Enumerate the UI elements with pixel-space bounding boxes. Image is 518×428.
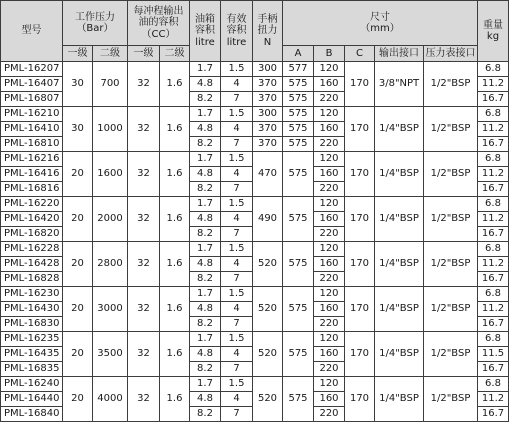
handle-force-cell: 520 (253, 377, 283, 422)
weight-cell: 11.2 (478, 77, 509, 92)
weight-cell: 6.8 (478, 377, 509, 392)
pressure-stage1-cell: 20 (63, 377, 93, 422)
outlet-port-cell: 1/4"BSP (375, 242, 424, 287)
header-dim-c: C (345, 46, 375, 62)
pressure-stage2-cell: 3500 (93, 332, 128, 377)
tank-capacity-cell: 8.2 (190, 227, 221, 242)
tank-capacity-cell: 1.7 (190, 242, 221, 257)
weight-cell: 11.2 (478, 122, 509, 137)
header-volume-stage1: 一级 (128, 46, 160, 62)
header-tank-capacity: 油箱 容积 litre (190, 1, 221, 62)
dim-a-cell: 575 (283, 332, 314, 377)
gauge-port-cell: 1/2"BSP (424, 287, 478, 332)
model-cell: PML-16830 (1, 317, 63, 332)
weight-cell: 16.7 (478, 137, 509, 152)
handle-force-cell: 470 (253, 152, 283, 197)
model-cell: PML-16416 (1, 167, 63, 182)
effective-capacity-cell: 4 (221, 302, 253, 317)
pressure-stage2-cell: 2000 (93, 197, 128, 242)
pressure-stage1-cell: 20 (63, 287, 93, 332)
header-dim-a: A (283, 46, 314, 62)
weight-cell: 6.8 (478, 62, 509, 77)
effective-capacity-cell: 1.5 (221, 107, 253, 122)
outlet-port-cell: 1/4"BSP (375, 107, 424, 152)
tank-capacity-cell: 4.8 (190, 347, 221, 362)
weight-cell: 6.8 (478, 197, 509, 212)
handle-force-cell: 370 (253, 137, 283, 152)
table-row (1, 152, 509, 167)
volume-stage2-cell: 1.6 (160, 287, 190, 332)
effective-capacity-cell: 1.5 (221, 377, 253, 392)
effective-capacity-cell: 7 (221, 182, 253, 197)
handle-force-cell: 370 (253, 122, 283, 137)
header-model: 型号 (1, 1, 63, 62)
header-volume-stage2: 二级 (160, 46, 190, 62)
effective-capacity-cell: 1.5 (221, 242, 253, 257)
tank-capacity-cell: 1.7 (190, 197, 221, 212)
volume-stage2-cell: 1.6 (160, 377, 190, 422)
model-cell: PML-16820 (1, 227, 63, 242)
tank-capacity-cell: 4.8 (190, 392, 221, 407)
dim-b-cell: 220 (314, 92, 345, 107)
outlet-port-cell: 1/4"BSP (375, 197, 424, 242)
gauge-port-cell: 1/2"BSP (424, 242, 478, 287)
tank-capacity-cell: 8.2 (190, 407, 221, 422)
dim-b-cell: 120 (314, 197, 345, 212)
dim-a-cell: 577 (283, 62, 314, 77)
weight-cell: 11.5 (478, 347, 509, 362)
volume-stage1-cell: 32 (128, 377, 160, 422)
outlet-port-cell: 3/8"NPT (375, 62, 424, 107)
volume-stage1-cell: 32 (128, 332, 160, 377)
model-cell: PML-16407 (1, 77, 63, 92)
effective-capacity-cell: 1.5 (221, 197, 253, 212)
dim-c-cell: 170 (345, 152, 375, 197)
dim-c-cell: 170 (345, 197, 375, 242)
model-cell: PML-16410 (1, 122, 63, 137)
model-cell: PML-16835 (1, 362, 63, 377)
weight-cell: 6.8 (478, 242, 509, 257)
dim-a-cell: 575 (283, 287, 314, 332)
tank-capacity-cell: 1.7 (190, 62, 221, 77)
tank-capacity-cell: 8.2 (190, 92, 221, 107)
tank-capacity-cell: 4.8 (190, 122, 221, 137)
tank-capacity-cell: 4.8 (190, 212, 221, 227)
dim-c-cell: 170 (345, 62, 375, 107)
tank-capacity-cell: 4.8 (190, 257, 221, 272)
header-handle-force: 手柄 扭力 N (253, 1, 283, 62)
dim-b-cell: 160 (314, 122, 345, 137)
effective-capacity-cell: 7 (221, 272, 253, 287)
model-cell: PML-16816 (1, 182, 63, 197)
weight-cell: 16.7 (478, 272, 509, 287)
dim-a-cell: 575 (283, 77, 314, 92)
effective-capacity-cell: 4 (221, 167, 253, 182)
effective-capacity-cell: 4 (221, 257, 253, 272)
dim-b-cell: 120 (314, 287, 345, 302)
model-cell: PML-16440 (1, 392, 63, 407)
handle-force-cell: 520 (253, 242, 283, 287)
handle-force-cell: 520 (253, 287, 283, 332)
dim-a-cell: 575 (283, 137, 314, 152)
weight-cell: 16.7 (478, 182, 509, 197)
effective-capacity-cell: 1.5 (221, 287, 253, 302)
table-row (1, 107, 509, 122)
effective-capacity-cell: 7 (221, 362, 253, 377)
model-cell: PML-16428 (1, 257, 63, 272)
tank-capacity-cell: 1.7 (190, 107, 221, 122)
tank-capacity-cell: 4.8 (190, 77, 221, 92)
weight-cell: 11.2 (478, 257, 509, 272)
pressure-stage2-cell: 3000 (93, 287, 128, 332)
effective-capacity-cell: 1.5 (221, 152, 253, 167)
effective-capacity-cell: 7 (221, 227, 253, 242)
gauge-port-cell: 1/2"BSP (424, 107, 478, 152)
model-cell: PML-16220 (1, 197, 63, 212)
dim-b-cell: 160 (314, 302, 345, 317)
pressure-stage2-cell: 1600 (93, 152, 128, 197)
header-oil-per-stroke: 每冲程输出 油的容积 （CC） (128, 1, 190, 46)
table-row (1, 242, 509, 257)
dim-b-cell: 160 (314, 347, 345, 362)
dim-b-cell: 120 (314, 152, 345, 167)
pressure-stage1-cell: 20 (63, 242, 93, 287)
outlet-port-cell: 1/4"BSP (375, 332, 424, 377)
model-cell: PML-16207 (1, 62, 63, 77)
tank-capacity-cell: 1.7 (190, 332, 221, 347)
dim-b-cell: 120 (314, 332, 345, 347)
header-pressure-stage1: 一级 (63, 46, 93, 62)
header-weight: 重量kg (478, 1, 509, 62)
weight-cell: 16.7 (478, 92, 509, 107)
weight-cell: 6.8 (478, 107, 509, 122)
table-row (1, 197, 509, 212)
effective-capacity-cell: 4 (221, 347, 253, 362)
table-row (1, 287, 509, 302)
gauge-port-cell: 1/2"BSP (424, 197, 478, 242)
dim-c-cell: 170 (345, 377, 375, 422)
tank-capacity-cell: 1.7 (190, 377, 221, 392)
weight-cell: 16.7 (478, 362, 509, 377)
dim-b-cell: 160 (314, 77, 345, 92)
gauge-port-cell: 1/2"BSP (424, 332, 478, 377)
header-pressure-stage2: 二级 (93, 46, 128, 62)
gauge-port-cell: 1/2"BSP (424, 377, 478, 422)
tank-capacity-cell: 8.2 (190, 137, 221, 152)
effective-capacity-cell: 1.5 (221, 332, 253, 347)
model-cell: PML-16210 (1, 107, 63, 122)
model-cell: PML-16420 (1, 212, 63, 227)
dim-c-cell: 170 (345, 242, 375, 287)
weight-cell: 16.7 (478, 227, 509, 242)
dim-b-cell: 160 (314, 167, 345, 182)
handle-force-cell: 300 (253, 107, 283, 122)
model-cell: PML-16228 (1, 242, 63, 257)
volume-stage2-cell: 1.6 (160, 62, 190, 107)
dim-b-cell: 120 (314, 62, 345, 77)
pressure-stage1-cell: 30 (63, 62, 93, 107)
dim-b-cell: 160 (314, 257, 345, 272)
volume-stage2-cell: 1.6 (160, 197, 190, 242)
effective-capacity-cell: 1.5 (221, 62, 253, 77)
weight-cell: 16.7 (478, 317, 509, 332)
dim-b-cell: 160 (314, 392, 345, 407)
header-working-pressure: 工作压力 （Bar） (63, 1, 128, 46)
effective-capacity-cell: 4 (221, 392, 253, 407)
tank-capacity-cell: 8.2 (190, 182, 221, 197)
dim-b-cell: 220 (314, 182, 345, 197)
outlet-port-cell: 1/4"BSP (375, 287, 424, 332)
model-cell: PML-16840 (1, 407, 63, 422)
effective-capacity-cell: 7 (221, 317, 253, 332)
dim-a-cell: 575 (283, 107, 314, 122)
handle-force-cell: 370 (253, 77, 283, 92)
model-cell: PML-16235 (1, 332, 63, 347)
handle-force-cell: 370 (253, 92, 283, 107)
dim-b-cell: 220 (314, 137, 345, 152)
volume-stage2-cell: 1.6 (160, 152, 190, 197)
dim-a-cell: 575 (283, 122, 314, 137)
table-row (1, 377, 509, 392)
tank-capacity-cell: 4.8 (190, 302, 221, 317)
pressure-stage1-cell: 30 (63, 107, 93, 152)
dim-c-cell: 170 (345, 287, 375, 332)
volume-stage2-cell: 1.6 (160, 107, 190, 152)
dim-a-cell: 575 (283, 197, 314, 242)
dim-b-cell: 220 (314, 362, 345, 377)
volume-stage1-cell: 32 (128, 62, 160, 107)
effective-capacity-cell: 7 (221, 92, 253, 107)
pressure-stage1-cell: 20 (63, 332, 93, 377)
dim-b-cell: 120 (314, 107, 345, 122)
pressure-stage1-cell: 20 (63, 152, 93, 197)
effective-capacity-cell: 4 (221, 77, 253, 92)
dim-c-cell: 170 (345, 332, 375, 377)
outlet-port-cell: 1/4"BSP (375, 152, 424, 197)
handle-force-cell: 300 (253, 62, 283, 77)
pressure-stage1-cell: 20 (63, 197, 93, 242)
volume-stage1-cell: 32 (128, 152, 160, 197)
handle-force-cell: 490 (253, 197, 283, 242)
tank-capacity-cell: 8.2 (190, 317, 221, 332)
gauge-port-cell: 1/2"BSP (424, 152, 478, 197)
weight-cell: 11.2 (478, 302, 509, 317)
handle-force-cell: 520 (253, 332, 283, 377)
dim-a-cell: 575 (283, 92, 314, 107)
dim-a-cell: 575 (283, 377, 314, 422)
effective-capacity-cell: 7 (221, 137, 253, 152)
tank-capacity-cell: 8.2 (190, 272, 221, 287)
dim-b-cell: 220 (314, 227, 345, 242)
header-dim-b: B (314, 46, 345, 62)
outlet-port-cell: 1/4"BSP (375, 377, 424, 422)
volume-stage2-cell: 1.6 (160, 242, 190, 287)
effective-capacity-cell: 4 (221, 212, 253, 227)
weight-cell: 11.2 (478, 392, 509, 407)
pressure-stage2-cell: 700 (93, 62, 128, 107)
effective-capacity-cell: 4 (221, 122, 253, 137)
weight-cell: 6.8 (478, 287, 509, 302)
header-gauge-port: 压力表接口 (424, 46, 478, 62)
tank-capacity-cell: 8.2 (190, 362, 221, 377)
volume-stage1-cell: 32 (128, 242, 160, 287)
model-cell: PML-16807 (1, 92, 63, 107)
model-cell: PML-16435 (1, 347, 63, 362)
weight-cell: 6.8 (478, 332, 509, 347)
model-cell: PML-16230 (1, 287, 63, 302)
dim-b-cell: 120 (314, 242, 345, 257)
pressure-stage2-cell: 4000 (93, 377, 128, 422)
pressure-stage2-cell: 1000 (93, 107, 128, 152)
model-cell: PML-16810 (1, 137, 63, 152)
dim-b-cell: 220 (314, 317, 345, 332)
dim-b-cell: 160 (314, 212, 345, 227)
header-dimensions: 尺寸 （mm） (283, 1, 478, 46)
volume-stage1-cell: 32 (128, 287, 160, 332)
header-effective-capacity: 有效 容积 litre (221, 1, 253, 62)
model-cell: PML-16828 (1, 272, 63, 287)
model-cell: PML-16216 (1, 152, 63, 167)
model-cell: PML-16240 (1, 377, 63, 392)
gauge-port-cell: 1/2"BSP (424, 62, 478, 107)
dim-c-cell: 170 (345, 107, 375, 152)
table-row (1, 62, 509, 77)
dim-b-cell: 120 (314, 377, 345, 392)
model-cell: PML-16430 (1, 302, 63, 317)
weight-cell: 11.2 (478, 167, 509, 182)
effective-capacity-cell: 7 (221, 407, 253, 422)
tank-capacity-cell: 4.8 (190, 167, 221, 182)
table-row (1, 332, 509, 347)
dim-b-cell: 220 (314, 407, 345, 422)
volume-stage1-cell: 32 (128, 197, 160, 242)
header-outlet-port: 输出接口 (375, 46, 424, 62)
weight-cell: 6.8 (478, 152, 509, 167)
tank-capacity-cell: 1.7 (190, 287, 221, 302)
volume-stage2-cell: 1.6 (160, 332, 190, 377)
volume-stage1-cell: 32 (128, 107, 160, 152)
dim-a-cell: 575 (283, 242, 314, 287)
dim-b-cell: 220 (314, 272, 345, 287)
pressure-stage2-cell: 2800 (93, 242, 128, 287)
tank-capacity-cell: 1.7 (190, 152, 221, 167)
weight-cell: 11.2 (478, 212, 509, 227)
weight-cell: 16.7 (478, 407, 509, 422)
dim-a-cell: 575 (283, 152, 314, 197)
